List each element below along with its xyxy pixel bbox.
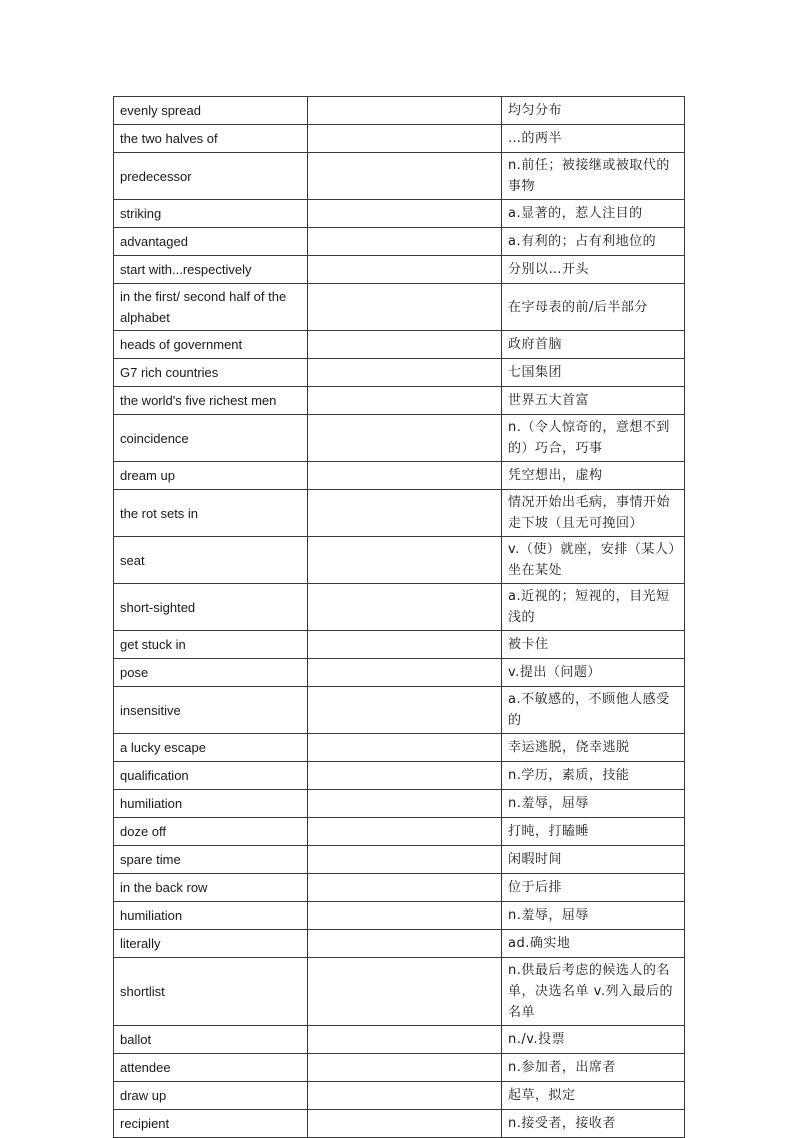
english-term: the world's five richest men	[114, 387, 308, 415]
english-term: dream up	[114, 462, 308, 490]
english-term: humiliation	[114, 790, 308, 818]
english-term: evenly spread	[114, 97, 308, 125]
chinese-definition: a.显著的，惹人注目的	[502, 200, 685, 228]
english-term: seat	[114, 537, 308, 584]
english-term: advantaged	[114, 228, 308, 256]
table-row	[114, 1082, 685, 1110]
table-row	[114, 415, 685, 462]
english-term: predecessor	[114, 153, 308, 200]
chinese-definition: 凭空想出，虚构	[502, 462, 685, 490]
english-term: striking	[114, 200, 308, 228]
english-term: spare time	[114, 846, 308, 874]
blank-cell	[308, 1082, 502, 1110]
english-term: the rot sets in	[114, 490, 308, 537]
chinese-definition: 情况开始出毛病，事情开始走下坡（且无可挽回）	[502, 490, 685, 537]
blank-cell	[308, 359, 502, 387]
chinese-definition: n.接受者，接收者	[502, 1110, 685, 1138]
table-row	[114, 490, 685, 537]
blank-cell	[308, 387, 502, 415]
blank-cell	[308, 902, 502, 930]
chinese-definition: 起草，拟定	[502, 1082, 685, 1110]
table-row	[114, 1026, 685, 1054]
table-row	[114, 284, 685, 331]
english-term: short-sighted	[114, 584, 308, 631]
table-row	[114, 97, 685, 125]
table-row	[114, 930, 685, 958]
table-row	[114, 1110, 685, 1138]
blank-cell	[308, 1054, 502, 1082]
table-row	[114, 631, 685, 659]
table-row	[114, 387, 685, 415]
chinese-definition: n.前任；被接继或被取代的事物	[502, 153, 685, 200]
english-term: in the first/ second half of the alphabet	[114, 284, 308, 331]
english-term: pose	[114, 659, 308, 687]
english-term: ballot	[114, 1026, 308, 1054]
chinese-definition: 打盹，打瞌睡	[502, 818, 685, 846]
blank-cell	[308, 1110, 502, 1138]
table-row	[114, 256, 685, 284]
english-term: recipient	[114, 1110, 308, 1138]
table-row	[114, 762, 685, 790]
blank-cell	[308, 734, 502, 762]
table-row	[114, 228, 685, 256]
english-term: get stuck in	[114, 631, 308, 659]
chinese-definition: n.供最后考虑的候选人的名单，决选名单 v.列入最后的名单	[502, 958, 685, 1026]
english-term: humiliation	[114, 902, 308, 930]
chinese-definition: n.学历，素质，技能	[502, 762, 685, 790]
chinese-definition: a.有利的；占有利地位的	[502, 228, 685, 256]
chinese-definition: n.羞辱，屈辱	[502, 902, 685, 930]
english-term: in the back row	[114, 874, 308, 902]
table-row	[114, 958, 685, 1026]
chinese-definition: n.（令人惊奇的，意想不到的）巧合，巧事	[502, 415, 685, 462]
table-row	[114, 200, 685, 228]
chinese-definition: 政府首脑	[502, 331, 685, 359]
table-row	[114, 790, 685, 818]
blank-cell	[308, 153, 502, 200]
chinese-definition: v.提出（问题）	[502, 659, 685, 687]
chinese-definition: n./v.投票	[502, 1026, 685, 1054]
blank-cell	[308, 818, 502, 846]
blank-cell	[308, 415, 502, 462]
chinese-definition: 幸运逃脱，侥幸逃脱	[502, 734, 685, 762]
chinese-definition: 被卡住	[502, 631, 685, 659]
chinese-definition: 世界五大首富	[502, 387, 685, 415]
blank-cell	[308, 874, 502, 902]
table-row	[114, 902, 685, 930]
blank-cell	[308, 762, 502, 790]
table-row	[114, 153, 685, 200]
table-row	[114, 331, 685, 359]
vocabulary-table	[113, 96, 685, 1138]
blank-cell	[308, 284, 502, 331]
english-term: doze off	[114, 818, 308, 846]
table-row	[114, 1054, 685, 1082]
blank-cell	[308, 537, 502, 584]
english-term: draw up	[114, 1082, 308, 1110]
blank-cell	[308, 958, 502, 1026]
chinese-definition: 分别以…开头	[502, 256, 685, 284]
blank-cell	[308, 687, 502, 734]
table-row	[114, 462, 685, 490]
blank-cell	[308, 125, 502, 153]
english-term: shortlist	[114, 958, 308, 1026]
chinese-definition: n.羞辱，屈辱	[502, 790, 685, 818]
table-row	[114, 359, 685, 387]
english-term: literally	[114, 930, 308, 958]
chinese-definition: a.近视的；短视的，目光短浅的	[502, 584, 685, 631]
blank-cell	[308, 631, 502, 659]
blank-cell	[308, 1026, 502, 1054]
table-row	[114, 659, 685, 687]
english-term: heads of government	[114, 331, 308, 359]
blank-cell	[308, 846, 502, 874]
table-row	[114, 687, 685, 734]
english-term: coincidence	[114, 415, 308, 462]
blank-cell	[308, 930, 502, 958]
vocabulary-table-body	[114, 97, 685, 1138]
chinese-definition: 闲暇时间	[502, 846, 685, 874]
blank-cell	[308, 256, 502, 284]
english-term: the two halves of	[114, 125, 308, 153]
blank-cell	[308, 331, 502, 359]
english-term: insensitive	[114, 687, 308, 734]
chinese-definition: a.不敏感的，不顾他人感受的	[502, 687, 685, 734]
chinese-definition: 均匀分布	[502, 97, 685, 125]
english-term: G7 rich countries	[114, 359, 308, 387]
blank-cell	[308, 790, 502, 818]
chinese-definition: v.（使）就座，安排（某人）坐在某处	[502, 537, 685, 584]
english-term: a lucky escape	[114, 734, 308, 762]
chinese-definition: 在字母表的前/后半部分	[502, 284, 685, 331]
blank-cell	[308, 228, 502, 256]
english-term: start with...respectively	[114, 256, 308, 284]
english-term: qualification	[114, 762, 308, 790]
blank-cell	[308, 200, 502, 228]
blank-cell	[308, 584, 502, 631]
table-row	[114, 874, 685, 902]
table-row	[114, 734, 685, 762]
table-row	[114, 818, 685, 846]
chinese-definition: 七国集团	[502, 359, 685, 387]
blank-cell	[308, 462, 502, 490]
chinese-definition: n.参加者，出席者	[502, 1054, 685, 1082]
chinese-definition: …的两半	[502, 125, 685, 153]
table-row	[114, 584, 685, 631]
blank-cell	[308, 97, 502, 125]
table-row	[114, 846, 685, 874]
blank-cell	[308, 659, 502, 687]
blank-cell	[308, 490, 502, 537]
chinese-definition: 位于后排	[502, 874, 685, 902]
table-row	[114, 125, 685, 153]
english-term: attendee	[114, 1054, 308, 1082]
table-row	[114, 537, 685, 584]
chinese-definition: ad.确实地	[502, 930, 685, 958]
